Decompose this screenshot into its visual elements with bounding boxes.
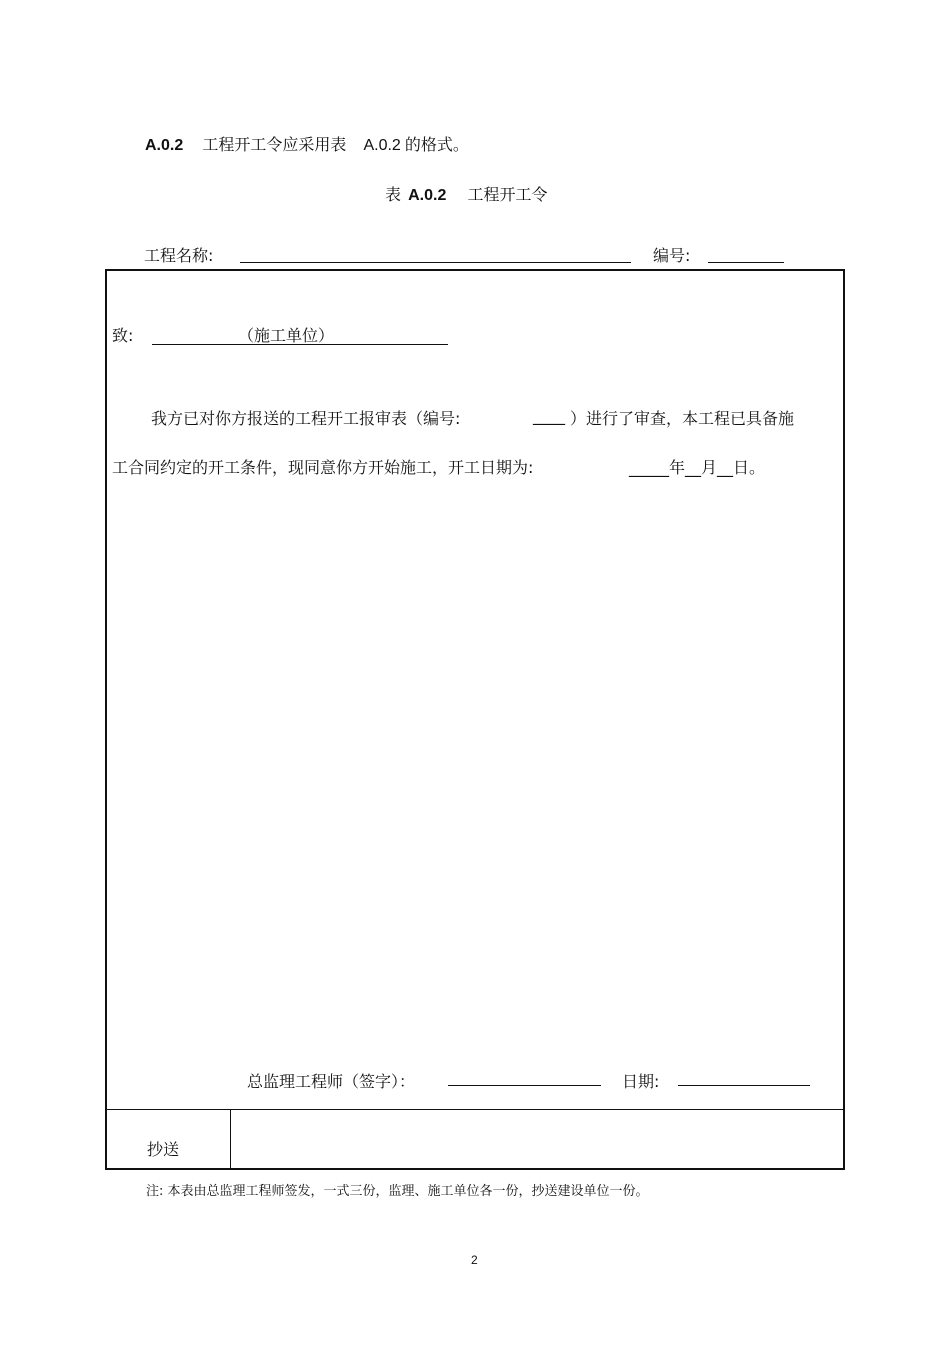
- form-table: [105, 269, 845, 1170]
- year-blank[interactable]: _____: [629, 458, 669, 477]
- table-title-name: 工程开工令: [467, 185, 548, 204]
- number-label: 编号:: [653, 246, 691, 265]
- body-line1-rest: ）进行了审查，本工程已具备施: [570, 409, 795, 428]
- to-unit-placeholder: （施工单位）: [238, 326, 335, 345]
- engineer-signature-field[interactable]: [448, 1085, 601, 1086]
- month-label: 月: [701, 458, 718, 477]
- cc-label: 抄送: [147, 1140, 180, 1159]
- clause-ref: A.0.2: [363, 137, 401, 154]
- body-line1-text: 我方已对你方报送的工程开工报审表（编号:: [151, 409, 461, 428]
- clause-number: A.0.2: [145, 137, 184, 154]
- project-name-field[interactable]: [240, 262, 631, 263]
- cc-column-divider: [230, 1109, 231, 1170]
- clause-heading: [145, 132, 469, 155]
- to-label: 致:: [112, 326, 134, 345]
- body-line2-text: 工合同约定的开工条件，现同意你方开始施工，开工日期为:: [112, 458, 534, 477]
- number-field[interactable]: [708, 262, 784, 263]
- signature-date-field[interactable]: [678, 1085, 810, 1086]
- clause-suffix: 的格式。: [404, 135, 469, 154]
- body-number-blank[interactable]: ____: [533, 406, 565, 425]
- signature-date-label: 日期:: [622, 1072, 660, 1091]
- table-title: [385, 182, 547, 205]
- day-label: 日。: [733, 458, 766, 477]
- cc-field[interactable]: [232, 1111, 842, 1168]
- clause-text: 工程开工令应采用表: [202, 135, 347, 154]
- day-blank[interactable]: __: [717, 458, 734, 477]
- table-title-number: A.0.2: [408, 187, 447, 204]
- start-date-field: [629, 455, 765, 478]
- project-name-label: 工程名称:: [144, 246, 214, 265]
- page-number: 2: [471, 1253, 478, 1267]
- year-label: 年: [669, 458, 686, 477]
- table-title-prefix: 表: [385, 185, 402, 204]
- footnote: 注: 本表由总监理工程师签发，一式三份，监理、施工单位各一份，抄送建设单位一份。: [146, 1184, 649, 1199]
- cc-divider: [105, 1109, 845, 1110]
- month-blank[interactable]: __: [685, 458, 702, 477]
- engineer-signature-label: 总监理工程师（签字）：: [247, 1072, 416, 1091]
